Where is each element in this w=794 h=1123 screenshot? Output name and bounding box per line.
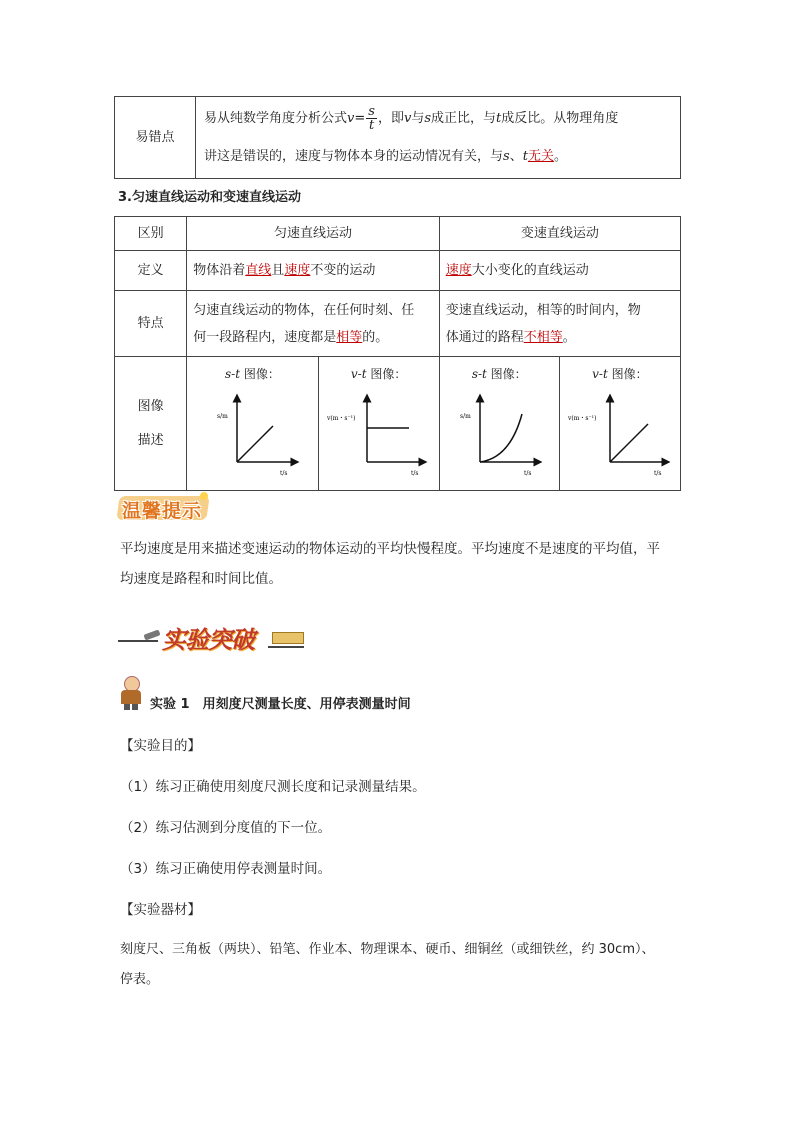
header-col0: 区别 (115, 217, 187, 251)
x-axis-label: t/s (280, 470, 288, 477)
error-table (114, 96, 681, 179)
experiment-banner (118, 618, 304, 654)
graph-title: s-t 图像： (471, 367, 527, 381)
row-def-right: 速度大小变化的直线运动 (439, 251, 680, 291)
graph-cell-1 (187, 357, 318, 491)
row-feat-left: 匀速直线运动的物体，在任何时刻、任 何一段路程内，速度都是相等的。 (187, 291, 439, 357)
graph-cell-4 (559, 357, 680, 491)
purpose-item: （3）练习正确使用停表测量时间。 (120, 861, 332, 877)
ruler-icon (272, 632, 304, 644)
section-heading: 3.匀速直线运动和变速直线运动 (118, 190, 301, 205)
graph-curve (480, 414, 522, 462)
header-col1: 匀速直线运动 (187, 217, 439, 251)
row-graph-label: 图像 描述 (115, 357, 187, 491)
vt-graph-uniform (319, 388, 437, 480)
pen-icon (143, 629, 160, 640)
compare-table (114, 216, 681, 491)
y-axis-label: v(m・s⁻¹) (326, 415, 355, 422)
tip-banner (118, 492, 210, 522)
graph-line (237, 426, 273, 462)
graph-title: s-t 图像： (224, 367, 280, 381)
vt-graph-variable (560, 388, 678, 480)
banner-line-right (268, 646, 304, 648)
graph-cell-2 (318, 357, 439, 491)
st-graph-variable (440, 388, 557, 480)
y-axis-label: s/m (459, 413, 471, 420)
lightbulb-icon (200, 492, 208, 500)
st-graph-uniform (187, 388, 315, 480)
tip-banner-text: 温馨提示 (122, 500, 203, 522)
experiment-body (120, 726, 680, 931)
formula-fraction: $\frac{s}{t}$ (368, 103, 375, 133)
graph-title: v-t 图像： (350, 367, 407, 381)
graph-title: v-t 图像： (592, 367, 648, 381)
scientist-icon (120, 676, 142, 710)
tip-paragraph: 平均速度是用来描述变速运动的物体运动的平均快慢程度。平均速度不是速度的平均值，平 均速度是路程和时间比值。 (120, 541, 660, 587)
equipment-heading: 【实验器材】 (120, 902, 201, 918)
purpose-item: （2）练习估测到分度值的下一位。 (120, 820, 332, 836)
x-axis-label: t/s (523, 470, 532, 477)
row-feat-label: 特点 (115, 291, 187, 357)
purpose-heading: 【实验目的】 (120, 738, 201, 754)
graph-cell-3 (439, 357, 559, 491)
equipment-text: 刻度尺、三角板（两块）、铅笔、作业本、物理课本、硬币、细铜丝（或细铁丝，约 30cm）、 停表。 (120, 942, 655, 987)
row-def-left: 物体沿着直线且速度不变的运动 (187, 251, 439, 291)
x-axis-label: t/s (653, 470, 662, 477)
y-axis-label: s/m (217, 413, 229, 420)
experiment-banner-text: 实验突破 (162, 626, 254, 654)
purpose-item: （1）练习正确使用刻度尺测长度和记录测量结果。 (120, 779, 426, 795)
header-col2: 变速直线运动 (439, 217, 680, 251)
experiment-title: 实验 1 用刻度尺测量长度、用停表测量时间 (150, 697, 411, 712)
banner-line-left (118, 640, 158, 642)
row-feat-right: 变速直线运动，相等的时间内，物 体通过的路程不相等。 (439, 291, 680, 357)
x-axis-label: t/s (410, 470, 419, 477)
y-axis-label: v(m・s⁻¹) (567, 415, 597, 422)
error-label: 易错点 (115, 97, 196, 179)
graph-line (610, 424, 648, 462)
error-content: 易从纯数学角度分析公式v= $\frac{s}{t}$ ，即v与s成正比，与t成反比。从物理角度 讲这是错误的，速度与物体本身的运动情况有关，与s、t无关。 (196, 97, 681, 179)
row-def-label: 定义 (115, 251, 187, 291)
